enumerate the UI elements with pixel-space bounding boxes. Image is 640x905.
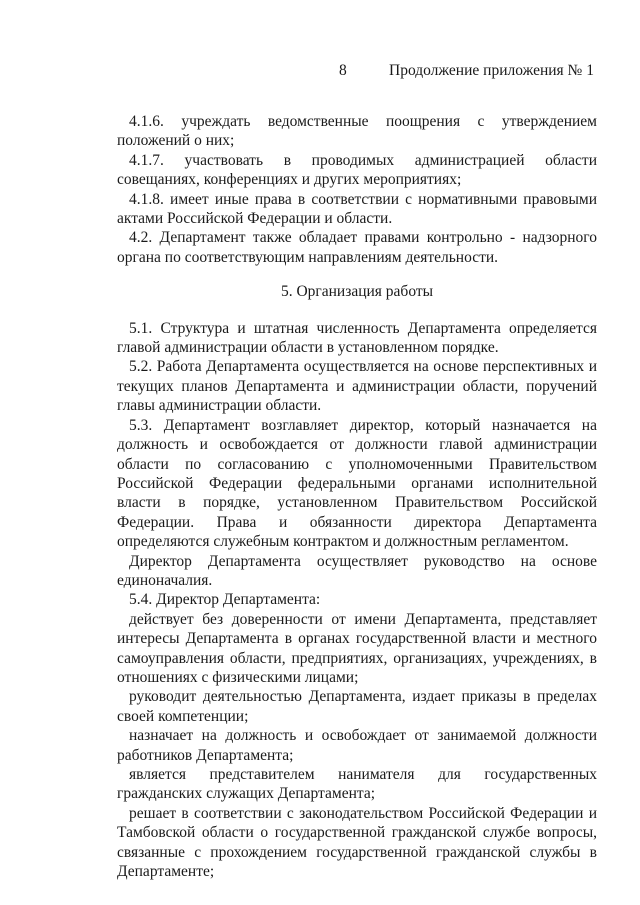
appendix-continuation-note: Продолжение приложения № 1 <box>389 62 594 79</box>
page-number: 8 <box>339 62 347 79</box>
paragraph-director-manages: руководит деятельностью Департамента, издает приказы в пределах своей компетенции; <box>117 688 597 725</box>
paragraph-director-civil-service: решает в соответствии с законодательством Российской Федерации и Тамбовской области о государственной гражданской службе вопросы, связанные с прохождением государственной гражданской службы в Департаменте; <box>117 804 597 881</box>
paragraph-director-employer: является представителем нанимателя для государственных гражданских служащих Департамента; <box>117 766 597 803</box>
page-header <box>0 62 640 84</box>
document-body <box>117 112 597 881</box>
paragraph-5-4: 5.4. Директор Департамента: <box>129 591 321 609</box>
paragraph-5-1: 5.1. Структура и штатная численность Департамента определяется главой администрации области в установленном порядке. <box>117 319 597 357</box>
paragraph-5-2: 5.2. Работа Департамента осуществляется на основе перспективных и текущих планов Департамента и администрации области, поручений главы администрации области. <box>117 358 597 415</box>
paragraph-4-1-8: 4.1.8. имеет иные права в соответствии с нормативными правовыми актами Российской Федерации и области. <box>117 190 597 228</box>
paragraph-director-acts: действует без доверенности от имени Департамента, представляет интересы Департамента в органах государственной власти и местного самоуправления области, предприятиях, организациях, учреждениях, в отношениях с физическими лицами; <box>117 610 597 686</box>
paragraph-4-1-6: 4.1.6. учреждать ведомственные поощрения с утверждением положений о них; <box>117 113 597 150</box>
section-title: 5. Организация работы <box>280 283 434 301</box>
paragraph-director-leadership: Директор Департамента осуществляет руководство на основе единоначалия. <box>117 552 597 589</box>
paragraph-5-3: 5.3. Департамент возглавляет директор, который назначается на должность и освобождается от должности главой администрации области по согласованию с уполномоченными Правительством Российской Федерации федеральными органами исполнительной власти в порядке, установленном Правительством Российской Федерации. Права и обязанности директора Департамента определяются служебным контрактом и должностным регламентом. <box>117 416 597 551</box>
paragraph-4-1-7: 4.1.7. участвовать в проводимых администрацией области совещаниях, конференциях и других мероприятиях; <box>117 151 597 189</box>
paragraph-4-2: 4.2. Департамент также обладает правами контрольно - надзорного органа по соответствующим направлениям деятельности. <box>117 229 597 266</box>
paragraph-director-appoints: назначает на должность и освобождает от занимаемой должности работников Департамента; <box>117 727 597 764</box>
